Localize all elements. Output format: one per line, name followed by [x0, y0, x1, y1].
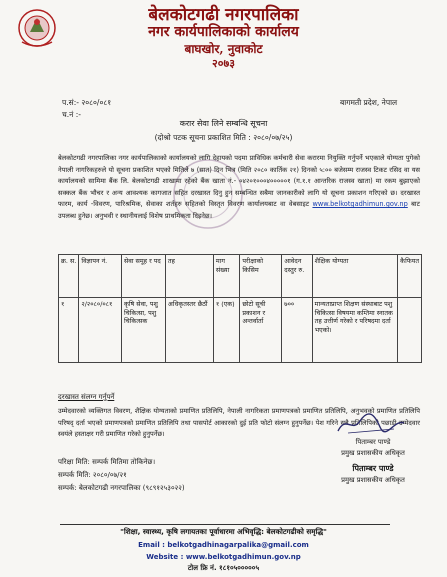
signature-icon	[334, 411, 408, 437]
notice-body-line: गर्नुपर्ने भएकाले योग्यता पुगेको नेपाली नागरिकहरुले यो सूचना प्रकाशित भएको मितिले ७ (सात) दिन भित्र (मिति २०८० कार्तिक २१)	[58, 154, 421, 174]
table-row	[59, 298, 422, 363]
table-header-cell: कैफियत	[398, 255, 422, 298]
cell-qualification: मान्यताप्राप्त शिक्षण संस्थाबाट पशु चिकित्सा विषयमा कम्तिमा स्नातक तह उत्तीर्ण गरेको र परिषदमा दर्ता भएको।	[312, 298, 397, 363]
notice-body-line: ०४२०१०००४०००००१ (ग.१.१ आन्तरिक राजस्व खाता) मा रकम बुझाएको सक्कल बैंक भौचर र अन्य आवश्यक कागजात सहित	[58, 177, 420, 197]
table-header-cell: परीक्षाको किसिम	[240, 255, 282, 298]
notice-body-line: दिनको ५:०० बजेसम्म राजस्व टिकट रसिद वा यस कार्यालयको सामिमा बैंक लि. बेलकोटगढी शाखामा रहेको बैंक खाता नं.-	[58, 165, 420, 185]
notice-subtitle: (दोश्रो पटक सूचना प्रकाशित मिति : २०८०/०७/२५)	[154, 133, 293, 142]
table-header-cell: आवेदन दस्तुर रु.	[282, 255, 312, 298]
table-header-cell: क्र. स.	[59, 255, 79, 298]
footer-website[interactable]: Website : www.belkotgadhimun.gov.np	[146, 553, 301, 561]
documents-line: उम्मेदवारको व्यक्तिगत विवरण, शैक्षिक योग्यताको प्रमाणित प्रतिलिपि, नेपाली नागरिकता प्रमाणपत्रको प्रमाणित प्रतिलिपि,	[58, 407, 348, 415]
cell-level: अधिकृतस्तर छैठौं	[165, 298, 213, 363]
cell-fee: ७००	[282, 298, 312, 363]
cell-exam: छोटो सूची प्रकाशन र अन्तर्वार्ता	[240, 298, 282, 363]
vacancy-table	[58, 254, 422, 363]
footer-divider	[60, 524, 390, 525]
documents-line: हुनुपर्नेछ। पेश गरिने सबै प्रतिलिपिको पछाडी उम्मेदवार स्वयंले हस्ताक्षर गरी प्रमाणित गरेको हुनुपर्नेछ।	[58, 418, 420, 438]
table-header-cell: तह	[165, 255, 213, 298]
notice-body	[58, 153, 420, 222]
contact-info: सम्पर्क: बेलकोटगढी नगरपालिका (९८९१२५३०२२)	[58, 484, 185, 492]
office-address: बाघखोर, नुवाकोट	[184, 42, 263, 56]
signatory-name: पिताम्बर पाण्डे	[352, 464, 394, 473]
notice-body-line: बाट उपलब्ध	[58, 200, 420, 220]
cell-serial: १	[59, 298, 79, 363]
contact-date: सम्पर्क मिति: २०८०/०७/२१	[58, 471, 127, 479]
municipality-name: बेलकोटगढी नगरपालिका	[148, 5, 299, 25]
reference-number: प.सं:- २०८०/०८१	[62, 98, 112, 107]
table-header-cell: माग संख्या	[213, 255, 239, 298]
website-link[interactable]: www.belkotgadhimun.gov.np	[312, 200, 408, 208]
dispatch-number: च.नं :-	[62, 110, 81, 119]
province-name: बागमती प्रदेश, नेपाल	[340, 98, 398, 107]
established-year: २०७३	[212, 57, 235, 70]
notice-body-line: पारिश्रमिक, सेवाका शर्तहरु सहितको विस्तृत विवरण कार्यालयबाट वा वेबसाइट	[115, 200, 310, 208]
table-header-cell: विज्ञापन नं.	[79, 255, 122, 298]
exam-date: परिक्षा मिति: सम्पर्क मितिमा तोकिनेछ।	[58, 458, 156, 466]
table-header-cell: शैक्षिक योग्यता	[312, 255, 397, 298]
signatory-title-small: प्रमुख प्रशासकीय अधिकृत	[341, 449, 405, 457]
table-header-row	[59, 255, 422, 298]
signatory-name-small: पिताम्बर पाण्डे	[355, 438, 391, 446]
table-header-cell: सेवा समूह र पद	[121, 255, 165, 298]
documents-title: दरखास्त संलग्न गर्नुपर्ने	[58, 393, 115, 401]
footer-email[interactable]: Email : belkotgadhinagarpalika@gmail.com	[138, 541, 309, 549]
footer-slogan: "शिक्षा, स्वास्थ्य, कृषि लगायतका पूर्वाधारमा अभिवृद्धि: बेलकोटगढीको समृद्धि"	[120, 527, 327, 536]
cell-demand: १ (एक)	[213, 298, 239, 363]
signatory-title: प्रमुख प्रशासकीय अधिकृत	[341, 476, 405, 484]
cell-service: कृषि सेवा, पशु चिकित्सा, पशु चिकित्सक	[121, 298, 165, 363]
notice-body-line: हुनेछ। अनुभवी र स्थानीयलाई विशेष प्राथमिकता दिइनेछ।	[78, 211, 213, 220]
notice-body-line: दरखास्त दिनु हुन सम्बन्धित सबैमा जानकारीको लागि यो सूचना प्रकाशन गरिएको छ। दरखास्त फारम, कार्य -विवरण,	[58, 188, 420, 208]
notice-body-line: बेलकोटगढी नगरपालिका नगर कार्यपालिकाको कार्यालयको लागि देहायको पदमा प्राविधिक कर्मचारी सेवा करारमा नियुक्ति	[58, 154, 346, 162]
cell-remarks	[398, 298, 422, 363]
footer-tollfree: टोल फ्रि नं. १८१०५०००००५	[187, 564, 260, 572]
cell-advert-no: २/२०८०/०८१	[79, 298, 122, 363]
documents-line: अनुभवको प्रमाणित प्रतिलिपि परिषद् दर्ता भएको प्रमाणपत्रको प्रमाणित प्रतिलिपि तथा पासपोर्ट आकारको दुई प्रति फोटो संलग्न	[58, 407, 420, 427]
office-name: नगर कार्यपालिकाको कार्यालय	[148, 24, 299, 40]
notice-title: करार सेवा लिने सम्बन्धि सूचना	[179, 119, 268, 128]
